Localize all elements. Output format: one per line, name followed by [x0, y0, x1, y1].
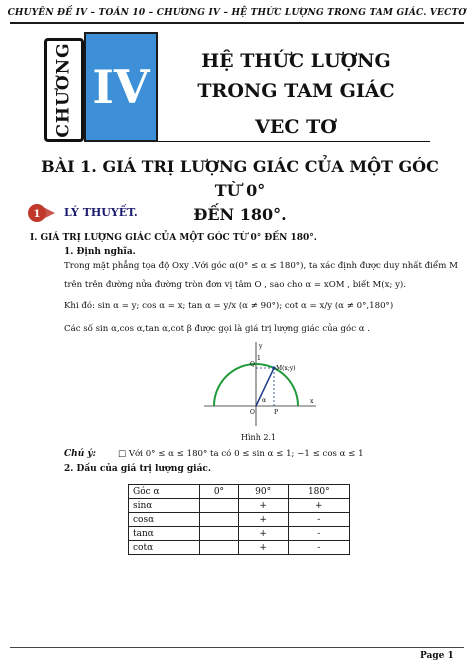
- signs-heading: 2. Dấu của giá trị lượng giác.: [64, 464, 212, 474]
- table-cell: +: [288, 499, 349, 513]
- lesson-title-line2: ĐẾN 180°.: [193, 205, 287, 224]
- table-cell: +: [238, 499, 288, 513]
- table-cell: cotα: [129, 541, 200, 555]
- table-cell: [200, 527, 238, 541]
- figure-caption: Hình 2.1: [241, 433, 277, 442]
- table-row: [129, 499, 350, 513]
- label-P: P: [274, 409, 279, 416]
- table-cell: -: [288, 527, 349, 541]
- chapter-title-line3: VEC TƠ: [255, 116, 337, 138]
- definition-line1: Trong mặt phẳng tọa độ Oxy .Với góc α(0° ≤ α ≤ 180°), ta xác định được duy nhất điểm M: [64, 261, 458, 271]
- section-label: LÝ THUYẾT.: [64, 206, 138, 219]
- table-cell: +: [238, 527, 288, 541]
- section-number: 1: [33, 209, 41, 220]
- table-cell: tanα: [129, 527, 200, 541]
- definition-heading: 1. Định nghĩa.: [64, 247, 136, 257]
- footer-rule: [10, 647, 464, 648]
- table-row: [129, 527, 350, 541]
- label-x: x: [310, 398, 314, 405]
- chapter-number: IV: [92, 60, 150, 114]
- table-cell: -: [288, 541, 349, 555]
- chapter-title-line2: TRONG TAM GIÁC: [197, 80, 395, 102]
- section-badge: [27, 203, 57, 223]
- table-cell: cosα: [129, 513, 200, 527]
- table-cell: [200, 499, 238, 513]
- page-number: Page 1: [420, 651, 454, 661]
- table-cell: +: [238, 541, 288, 555]
- chapter-title-line1: HỆ THỨC LƯỢNG: [201, 50, 391, 72]
- table-row: [129, 541, 350, 555]
- table-cell: +: [238, 513, 288, 527]
- chapter-word: CHƯƠNG: [54, 42, 75, 138]
- label-1: 1: [257, 355, 261, 362]
- label-alpha: α: [262, 397, 267, 404]
- page-header: CHUYÊN ĐỀ IV – TOÁN 10 – CHƯƠNG IV – HỆ THỨC LƯỢNG TRONG TAM GIÁC. VECTƠ: [7, 8, 467, 18]
- sign-table: [128, 484, 350, 555]
- table-cell: [200, 513, 238, 527]
- label-M: M(x;y): [276, 365, 296, 372]
- label-Q: Q: [250, 361, 255, 368]
- label-y: y: [259, 343, 263, 350]
- table-cell: sinα: [129, 499, 200, 513]
- unit-circle-figure: [200, 340, 320, 430]
- formula-line: Khi đó: sin α = y; cos α = x; tan α = y/x (α ≠ 90°); cot α = x/y (α ≠ 0°,180°): [64, 301, 394, 311]
- table-cell: 180°: [288, 485, 349, 499]
- note-text: □ Với 0° ≤ α ≤ 180° ta có 0 ≤ sin α ≤ 1; −1 ≤ cos α ≤ 1: [118, 449, 364, 459]
- table-cell: Góc α: [129, 485, 200, 499]
- note-label: Chú ý:: [64, 449, 96, 459]
- table-cell: [200, 541, 238, 555]
- label-O: O: [250, 409, 255, 416]
- table-cell: 90°: [238, 485, 288, 499]
- table-row: [129, 513, 350, 527]
- lesson-title-line1: BÀI 1. GIÁ TRỊ LƯỢNG GIÁC CỦA MỘT GÓC TỪ 0°: [41, 157, 439, 200]
- title-rule: [158, 141, 430, 142]
- definition-line2: trên trên đường nửa đường tròn đơn vị tâm O , sao cho α = xOM , biết M(x; y).: [64, 280, 407, 290]
- table-header-row: [129, 485, 350, 499]
- part1-heading: I. GIÁ TRỊ LƯỢNG GIÁC CỦA MỘT GÓC TỪ 0° ĐẾN 180°.: [30, 233, 317, 243]
- values-note: Các số sin α,cos α,tan α,cot β được gọi là giá trị lượng giác của góc α .: [64, 324, 371, 334]
- header-rule: [10, 22, 464, 24]
- table-cell: -: [288, 513, 349, 527]
- table-cell: 0°: [200, 485, 238, 499]
- sign-table-body: [129, 485, 350, 555]
- chapter-label: [44, 38, 84, 142]
